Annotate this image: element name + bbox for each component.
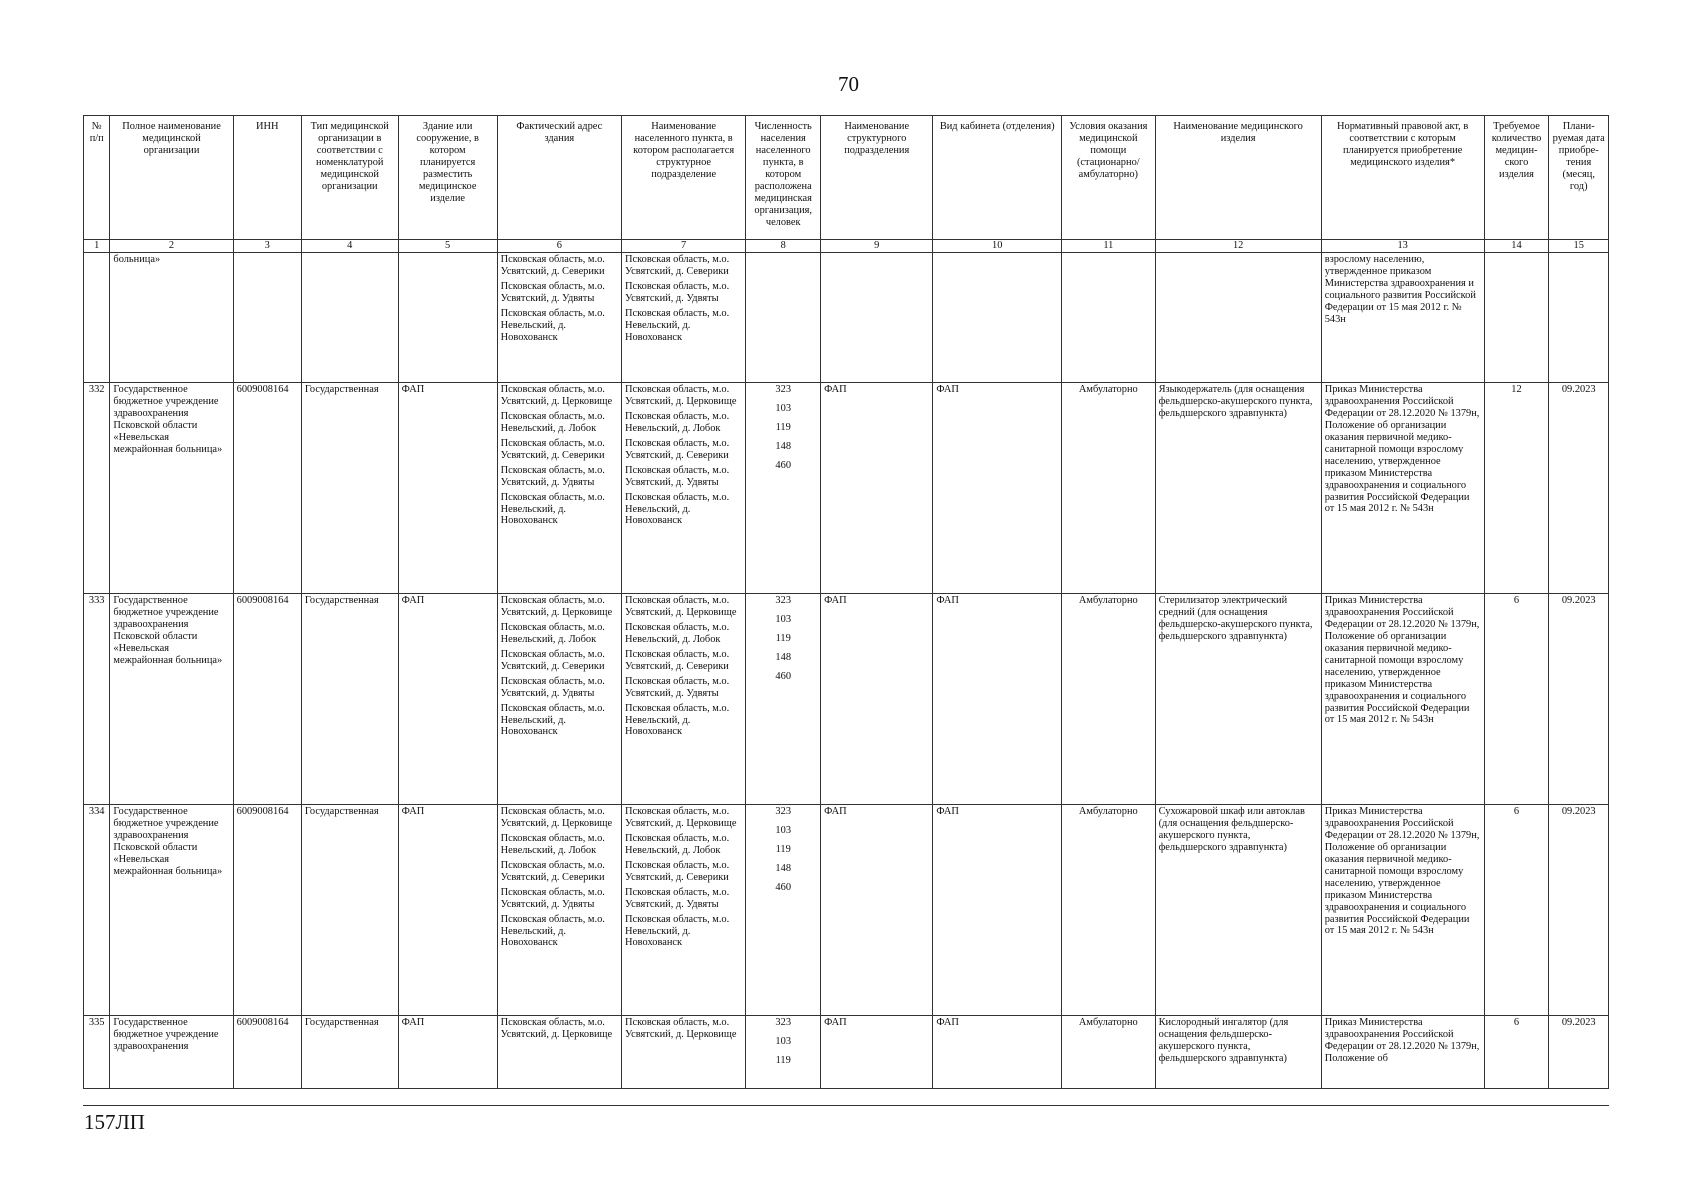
cell-cabinet <box>933 252 1062 382</box>
header-cell: Нормативный правовой акт, в соответствии с которым планируется приобретение медицинского изделия* <box>1321 116 1484 240</box>
header-cell: Условия оказания медицинской помощи (стационарно/ амбулаторно) <box>1062 116 1156 240</box>
column-number: 1 <box>84 240 110 253</box>
cell-date <box>1549 252 1609 382</box>
address-block: Псковская область, м.о. Невельский, д. Новохованск <box>500 307 605 343</box>
population-value: 103 <box>775 402 792 414</box>
column-number: 8 <box>746 240 821 253</box>
column-number-row <box>84 240 1609 253</box>
header-cell: Полное наименование медицинской организации <box>110 116 233 240</box>
settlement-block: Псковская область, м.о. Усвятский, д. Северики <box>624 253 730 277</box>
cell-type: Государственная <box>301 593 398 804</box>
continued-row <box>84 252 1609 382</box>
settlement-block: Псковская область, м.о. Усвятский, д. Северики <box>624 859 730 883</box>
page-number: 70 <box>838 72 859 96</box>
cell-org: больница» <box>110 252 233 382</box>
cell-qty <box>1484 252 1549 382</box>
population-value: 119 <box>775 421 791 433</box>
table-row <box>84 593 1609 804</box>
cell-population <box>746 252 821 382</box>
address-block: Псковская область, м.о. Усвятский, д. Церковище <box>500 805 613 829</box>
column-number: 12 <box>1155 240 1321 253</box>
cell-act: Приказ Министерства здравоохранения Российской Федерации от 28.12.2020 № 1379н, Положение об организации оказания первичной медико-санитарной помощи взрослому населению, утвержденное приказом Министерства здравоохранения и социального развития Российской Федерации от 15 мая 2012 г. № 543н <box>1321 382 1484 593</box>
column-number: 14 <box>1484 240 1549 253</box>
cell-inn: 6009008164 <box>233 593 301 804</box>
settlement-block: Псковская область, м.о. Усвятский, д. Удвяты <box>624 886 730 910</box>
cell-type: Государственная <box>301 382 398 593</box>
cell-org: Государственное бюджетное учреждение здравоохранения Псковской области «Невельская межрайонная больница» <box>110 593 233 804</box>
cell-device <box>1155 252 1321 382</box>
cell-population <box>746 804 821 1015</box>
cell-act: Приказ Министерства здравоохранения Российской Федерации от 28.12.2020 № 1379н, Положение об организации оказания первичной медико-санитарной помощи взрослому населению, утвержденное приказом Министерства здравоохранения и социального развития Российской Федерации от 15 мая 2012 г. № 543н <box>1321 804 1484 1015</box>
cell-date: 09.2023 <box>1549 1015 1609 1088</box>
header-cell: № п/п <box>84 116 110 240</box>
column-number: 13 <box>1321 240 1484 253</box>
cell-settlements <box>621 1015 745 1088</box>
address-block: Псковская область, м.о. Усвятский, д. Удвяты <box>500 675 605 699</box>
address-block: Псковская область, м.о. Усвятский, д. Церковище <box>500 1016 613 1040</box>
cell-addresses <box>497 382 621 593</box>
cell-cabinet: ФАП <box>933 1015 1062 1088</box>
population-value: 460 <box>775 459 792 471</box>
population-value: 103 <box>775 613 792 625</box>
cell-cabinet: ФАП <box>933 382 1062 593</box>
footer-code: 157ЛП <box>84 1110 145 1134</box>
column-number: 4 <box>301 240 398 253</box>
cell-settlements <box>621 382 745 593</box>
address-block: Псковская область, м.о. Невельский, д. Новохованск <box>500 702 605 738</box>
document-table-container <box>83 115 1609 1106</box>
population-value: 323 <box>775 383 792 395</box>
cell-num: 335 <box>84 1015 110 1088</box>
table-row <box>84 382 1609 593</box>
column-number: 5 <box>398 240 497 253</box>
cell-conditions: Амбулаторно <box>1062 804 1156 1015</box>
cell-type: Государственная <box>301 1015 398 1088</box>
address-block: Псковская область, м.о. Невельский, д. Лобок <box>500 832 605 856</box>
settlement-block: Псковская область, м.о. Невельский, д. Лобок <box>624 410 730 434</box>
column-number: 2 <box>110 240 233 253</box>
settlement-block: Псковская область, м.о. Невельский, д. Лобок <box>624 621 730 645</box>
cell-building: ФАП <box>398 1015 497 1088</box>
cell-settlements <box>621 252 745 382</box>
cell-conditions: Амбулаторно <box>1062 593 1156 804</box>
cell-cabinet: ФАП <box>933 804 1062 1015</box>
settlement-block: Псковская область, м.о. Невельский, д. Новохованск <box>624 307 730 343</box>
cell-population <box>746 593 821 804</box>
cell-device: Кислородный ингалятор (для оснащения фельдшерско-акушерского пункта, фельдшерского здравпункта) <box>1155 1015 1321 1088</box>
header-row <box>84 116 1609 240</box>
cell-org: Государственное бюджетное учреждение здравоохранения Псковской области «Невельская межрайонная больница» <box>110 382 233 593</box>
settlement-block: Псковская область, м.о. Усвятский, д. Церковище <box>624 805 737 829</box>
cell-unit <box>821 252 933 382</box>
population-value: 323 <box>775 1016 792 1028</box>
cell-date: 09.2023 <box>1549 382 1609 593</box>
population-value: 103 <box>775 1035 792 1047</box>
population-value: 323 <box>775 805 792 817</box>
cell-addresses <box>497 804 621 1015</box>
settlement-block: Псковская область, м.о. Усвятский, д. Церковище <box>624 594 737 618</box>
cell-conditions <box>1062 252 1156 382</box>
header-cell: ИНН <box>233 116 301 240</box>
header-cell: Тип медицинской организации в соответствии с номенклатурой медицинской организации <box>301 116 398 240</box>
settlement-block: Псковская область, м.о. Усвятский, д. Удвяты <box>624 675 730 699</box>
cell-act: Приказ Министерства здравоохранения Российской Федерации от 28.12.2020 № 1379н, Положение об <box>1321 1015 1484 1088</box>
cell-qty: 6 <box>1484 593 1549 804</box>
table-row <box>84 1015 1609 1088</box>
cell-type: Государственная <box>301 804 398 1015</box>
address-block: Псковская область, м.о. Усвятский, д. Северики <box>500 253 605 277</box>
population-value: 119 <box>775 843 791 855</box>
header-cell: Наименование медицинского изделия <box>1155 116 1321 240</box>
column-number: 9 <box>821 240 933 253</box>
cell-qty: 6 <box>1484 1015 1549 1088</box>
address-block: Псковская область, м.о. Усвятский, д. Северики <box>500 859 605 883</box>
cell-population <box>746 1015 821 1088</box>
population-value: 119 <box>775 632 791 644</box>
settlement-block: Псковская область, м.о. Усвятский, д. Церковище <box>624 383 737 407</box>
address-block: Псковская область, м.о. Усвятский, д. Северики <box>500 437 605 461</box>
cell-inn <box>233 252 301 382</box>
settlement-block: Псковская область, м.о. Усвятский, д. Северики <box>624 648 730 672</box>
address-block: Псковская область, м.о. Усвятский, д. Удвяты <box>500 464 605 488</box>
address-block: Псковская область, м.о. Невельский, д. Лобок <box>500 621 605 645</box>
address-block: Псковская область, м.о. Усвятский, д. Удвяты <box>500 886 605 910</box>
cell-building <box>398 252 497 382</box>
header-cell: Плани-руемая дата приобре-тения (месяц, год) <box>1549 116 1609 240</box>
settlement-block: Псковская область, м.о. Невельский, д. Новохованск <box>624 913 730 949</box>
cell-addresses <box>497 252 621 382</box>
header-cell: Здание или сооружение, в котором планируется разместить медицинское изделие <box>398 116 497 240</box>
settlement-block: Псковская область, м.о. Невельский, д. Новохованск <box>624 491 730 527</box>
cell-device: Стерилизатор электрический средний (для оснащения фельдшерско-акушерского пункта, фельдшерского здравпункта) <box>1155 593 1321 804</box>
cell-type <box>301 252 398 382</box>
cell-conditions: Амбулаторно <box>1062 1015 1156 1088</box>
column-number: 3 <box>233 240 301 253</box>
cell-num: 332 <box>84 382 110 593</box>
cell-qty: 6 <box>1484 804 1549 1015</box>
cell-org: Государственное бюджетное учреждение здравоохранения Псковской области «Невельская межрайонная больница» <box>110 804 233 1015</box>
cell-conditions: Амбулаторно <box>1062 382 1156 593</box>
cell-settlements <box>621 804 745 1015</box>
header-cell: Вид кабинета (отделения) <box>933 116 1062 240</box>
settlement-block: Псковская область, м.о. Усвятский, д. Удвяты <box>624 280 730 304</box>
cell-building: ФАП <box>398 804 497 1015</box>
cell-qty: 12 <box>1484 382 1549 593</box>
cell-unit: ФАП <box>821 1015 933 1088</box>
population-value: 148 <box>775 862 792 874</box>
cell-settlements <box>621 593 745 804</box>
population-value: 103 <box>775 824 792 836</box>
cell-inn: 6009008164 <box>233 804 301 1015</box>
column-number: 15 <box>1549 240 1609 253</box>
address-block: Псковская область, м.о. Усвятский, д. Удвяты <box>500 280 605 304</box>
header-cell: Требуемое количество медицин-ского изделия <box>1484 116 1549 240</box>
cell-date: 09.2023 <box>1549 804 1609 1015</box>
cell-device: Сухожаровой шкаф или автоклав (для оснащения фельдшерско-акушерского пункта, фельдшерского здравпункта) <box>1155 804 1321 1015</box>
settlement-block: Псковская область, м.о. Усвятский, д. Удвяты <box>624 464 730 488</box>
column-number: 10 <box>933 240 1062 253</box>
cell-date: 09.2023 <box>1549 593 1609 804</box>
population-value: 323 <box>775 594 792 606</box>
population-value: 460 <box>775 881 792 893</box>
column-number: 7 <box>621 240 745 253</box>
settlement-block: Псковская область, м.о. Невельский, д. Новохованск <box>624 702 730 738</box>
settlement-block: Псковская область, м.о. Усвятский, д. Церковище <box>624 1016 737 1040</box>
address-block: Псковская область, м.о. Невельский, д. Новохованск <box>500 491 605 527</box>
address-block: Псковская область, м.о. Усвятский, д. Северики <box>500 648 605 672</box>
cell-act: взрослому населению, утвержденное приказом Министерства здравоохранения и социального развития Российской Федерации от 15 мая 2012 г. № 543н <box>1321 252 1484 382</box>
cell-addresses <box>497 1015 621 1088</box>
population-value: 148 <box>775 651 792 663</box>
settlement-block: Псковская область, м.о. Невельский, д. Лобок <box>624 832 730 856</box>
population-value: 460 <box>775 670 792 682</box>
cell-num: 334 <box>84 804 110 1015</box>
header-cell: Наименование населенного пункта, в котором располагается структурное подразделение <box>621 116 745 240</box>
population-value: 148 <box>775 440 792 452</box>
cell-num: 333 <box>84 593 110 804</box>
table-row <box>84 804 1609 1015</box>
cell-building: ФАП <box>398 382 497 593</box>
cell-population <box>746 382 821 593</box>
population-value: 119 <box>775 1054 791 1066</box>
header-cell: Численность населения населенного пункта, в котором расположена медицинская организация, человек <box>746 116 821 240</box>
cell-unit: ФАП <box>821 593 933 804</box>
header-cell: Фактический адрес здания <box>497 116 621 240</box>
cell-device: Языкодержатель (для оснащения фельдшерско-акушерского пункта, фельдшерского здравпункта) <box>1155 382 1321 593</box>
cell-cabinet: ФАП <box>933 593 1062 804</box>
address-block: Псковская область, м.о. Усвятский, д. Церковище <box>500 594 613 618</box>
cell-addresses <box>497 593 621 804</box>
cell-num <box>84 252 110 382</box>
settlement-block: Псковская область, м.о. Усвятский, д. Северики <box>624 437 730 461</box>
address-block: Псковская область, м.о. Усвятский, д. Церковище <box>500 383 613 407</box>
cell-building: ФАП <box>398 593 497 804</box>
cell-unit: ФАП <box>821 382 933 593</box>
medical-equipment-table <box>83 115 1609 1089</box>
cell-org: Государственное бюджетное учреждение здравоохранения <box>110 1015 233 1088</box>
column-number: 6 <box>497 240 621 253</box>
cell-act: Приказ Министерства здравоохранения Российской Федерации от 28.12.2020 № 1379н, Положение об организации оказания первичной медико-санитарной помощи взрослому населению, утвержденное приказом Министерства здравоохранения и социального развития Российской Федерации от 15 мая 2012 г. № 543н <box>1321 593 1484 804</box>
cell-inn: 6009008164 <box>233 382 301 593</box>
address-block: Псковская область, м.о. Невельский, д. Новохованск <box>500 913 605 949</box>
column-number: 11 <box>1062 240 1156 253</box>
header-cell: Наименование структурного подразделения <box>821 116 933 240</box>
address-block: Псковская область, м.о. Невельский, д. Лобок <box>500 410 605 434</box>
cell-inn: 6009008164 <box>233 1015 301 1088</box>
cell-unit: ФАП <box>821 804 933 1015</box>
